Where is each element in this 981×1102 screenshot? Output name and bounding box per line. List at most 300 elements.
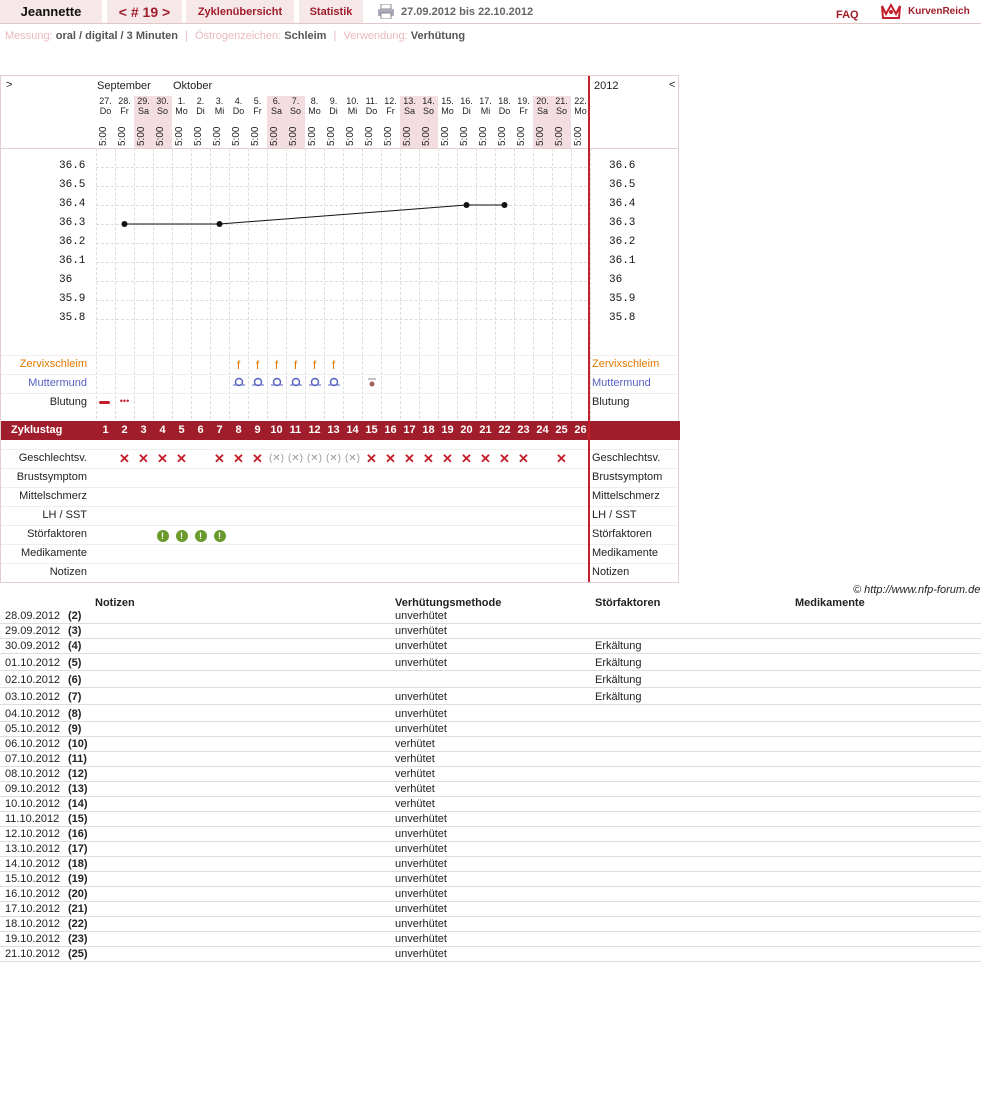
intercourse-mark[interactable]: ✕ — [499, 451, 510, 466]
row-label: Brustsymptom — [16, 471, 87, 483]
intercourse-mark[interactable]: ✕ — [404, 451, 415, 466]
intercourse-mark[interactable]: ✕ — [138, 451, 149, 466]
notes-day: (9) — [68, 723, 82, 735]
y-tick-label: 36.2 — [59, 236, 86, 248]
row-label: Mittelschmerz — [19, 490, 87, 502]
day-weekday: Mo — [308, 106, 321, 116]
notes-date: 30.09.2012 — [5, 640, 61, 652]
day-weekday: Mi — [480, 106, 491, 116]
row-label-right: Muttermund — [592, 377, 651, 389]
zyklustag-number: 16 — [384, 424, 397, 436]
notes-row — [0, 857, 981, 872]
notes-date: 05.10.2012 — [5, 723, 61, 735]
notes-date: 02.10.2012 — [5, 674, 61, 686]
notes-row — [0, 752, 981, 767]
intercourse-protected-mark[interactable]: (✕) — [344, 453, 361, 464]
notes-row — [0, 722, 981, 737]
muttermund-dot-icon[interactable] — [362, 376, 381, 391]
notes-day: (23) — [68, 933, 88, 945]
notes-method: unverhütet — [395, 813, 447, 825]
day-time: 5:00 — [174, 126, 185, 146]
row-label: LH / SST — [42, 509, 87, 521]
muttermund-icon[interactable] — [248, 376, 267, 390]
notes-row — [0, 887, 981, 902]
notes-day: (2) — [68, 610, 82, 622]
notes-method: verhütet — [395, 798, 435, 810]
tab-statistik[interactable]: Statistik — [299, 0, 363, 23]
temp-point[interactable] — [502, 202, 508, 208]
day-date: 21. — [555, 96, 568, 106]
y-tick-label: 36.3 — [59, 217, 86, 229]
notes-header: Störfaktoren — [595, 597, 661, 609]
zyklustag-number: 17 — [403, 424, 416, 436]
notes-method: unverhütet — [395, 708, 447, 720]
day-weekday: Fr — [120, 106, 129, 116]
row-label: Störfaktoren — [27, 528, 87, 540]
notes-method: verhütet — [395, 738, 435, 750]
temp-point[interactable] — [122, 221, 128, 227]
notes-row — [0, 842, 981, 857]
day-weekday: Sa — [536, 106, 548, 116]
intercourse-mark[interactable]: ✕ — [461, 451, 472, 466]
cycle-next-button[interactable]: > — [162, 3, 171, 20]
day-weekday: Mo — [441, 106, 454, 116]
day-weekday: So — [422, 106, 434, 116]
notes-date: 15.10.2012 — [5, 873, 61, 885]
intercourse-mark[interactable]: ✕ — [214, 451, 225, 466]
zyklustag-number: 22 — [498, 424, 511, 436]
year-label: 2012 — [594, 80, 619, 92]
row-line — [1, 468, 678, 487]
muttermund-icon[interactable] — [305, 376, 324, 390]
notes-row — [0, 639, 981, 654]
notes-date: 03.10.2012 — [5, 691, 61, 703]
day-time: 5:00 — [554, 126, 565, 146]
row-label: Notizen — [49, 566, 87, 578]
cycle-prev-button[interactable]: < — [118, 3, 127, 20]
notes-date: 09.10.2012 — [5, 783, 61, 795]
day-weekday: Do — [365, 106, 378, 116]
chart-divider — [588, 76, 590, 582]
notes-method: unverhütet — [395, 903, 447, 915]
y-tick-label: 36.6 — [59, 160, 86, 172]
notes-day: (25) — [68, 948, 88, 960]
intercourse-mark[interactable]: ✕ — [423, 451, 434, 466]
bleeding-heavy-icon[interactable] — [99, 401, 110, 404]
notes-row — [0, 737, 981, 752]
notes-date: 21.10.2012 — [5, 948, 61, 960]
day-weekday: Mo — [574, 106, 587, 116]
notes-method: unverhütet — [395, 828, 447, 840]
measure-key: Messung: — [5, 30, 53, 42]
notes-date: 14.10.2012 — [5, 858, 61, 870]
notes-method: unverhütet — [395, 888, 447, 900]
zyklustag-number: 26 — [574, 424, 587, 436]
y-tick-label-right: 35.8 — [609, 312, 636, 324]
date-range — [401, 6, 533, 18]
notes-day: (15) — [68, 813, 88, 825]
notes-day: (4) — [68, 640, 82, 652]
notes-header: Notizen — [95, 597, 135, 609]
notes-day: (13) — [68, 783, 88, 795]
day-time: 5:00 — [535, 126, 546, 146]
day-weekday: Fr — [386, 106, 395, 116]
intercourse-mark[interactable]: ✕ — [176, 451, 187, 466]
notes-row — [0, 690, 981, 705]
row-label: Medikamente — [20, 547, 87, 559]
notes-row — [0, 782, 981, 797]
notes-method: verhütet — [395, 768, 435, 780]
day-time: 5:00 — [326, 126, 337, 146]
row-label-right: Notizen — [592, 566, 630, 578]
warning-icon[interactable]: ! — [153, 528, 172, 542]
day-time: 5:00 — [155, 126, 166, 146]
day-date: 3. — [215, 96, 224, 106]
notes-header: Verhütungsmethode — [395, 597, 502, 609]
notes-row — [0, 609, 981, 624]
zyklustag-number: 11 — [289, 424, 302, 436]
day-weekday: Mo — [175, 106, 188, 116]
notes-method: unverhütet — [395, 933, 447, 945]
day-weekday: Di — [329, 106, 338, 116]
zyklustag-number: 1 — [102, 424, 109, 436]
notes-method: unverhütet — [395, 858, 447, 870]
day-time: 5:00 — [459, 126, 470, 146]
day-weekday: So — [289, 106, 301, 116]
notes-method: unverhütet — [395, 843, 447, 855]
notes-day: (6) — [68, 674, 82, 686]
intercourse-mark[interactable]: ✕ — [119, 451, 130, 466]
row-label-right: Medikamente — [592, 547, 659, 559]
estrogen-value: Schleim — [284, 30, 327, 42]
intercourse-mark[interactable]: ✕ — [252, 451, 263, 466]
muttermund-icon[interactable] — [286, 376, 305, 390]
user-tab[interactable]: Jeannette — [0, 0, 102, 23]
notes-method: unverhütet — [395, 873, 447, 885]
day-date: 22. — [574, 96, 587, 106]
brand-logo[interactable] — [880, 2, 970, 20]
notes-day: (11) — [68, 753, 87, 765]
intercourse-protected-mark[interactable]: (✕) — [306, 453, 323, 464]
notes-row — [0, 673, 981, 688]
day-date: 13. — [403, 96, 416, 106]
notes-day: (18) — [68, 858, 88, 870]
day-date: 15. — [441, 96, 454, 106]
day-time: 5:00 — [193, 126, 204, 146]
day-date: 19. — [517, 96, 530, 106]
muttermund-icon[interactable] — [324, 376, 343, 390]
day-time: 5:00 — [307, 126, 318, 146]
zyklustag-number: 8 — [235, 424, 242, 436]
day-date: 10. — [346, 96, 359, 106]
notes-row — [0, 707, 981, 722]
day-date: 29. — [137, 96, 150, 106]
cycle-nav — [107, 0, 182, 23]
day-weekday: Do — [498, 106, 511, 116]
intercourse-mark[interactable]: ✕ — [556, 451, 567, 466]
day-time: 5:00 — [117, 126, 128, 146]
notes-row — [0, 932, 981, 947]
day-date: 12. — [384, 96, 397, 106]
day-date: 1. — [177, 96, 186, 106]
zyklustag-number: 5 — [178, 424, 185, 436]
day-date: 11. — [365, 96, 378, 106]
day-date: 20. — [536, 96, 549, 106]
day-weekday: Fr — [253, 106, 262, 116]
y-tick-label-right: 36.6 — [609, 160, 636, 172]
day-time: 5:00 — [516, 126, 527, 146]
row-label-right: Geschlechtsv. — [592, 452, 661, 464]
row-label: Zervixschleim — [19, 358, 87, 370]
notes-method: verhütet — [395, 753, 435, 765]
day-date: 14. — [422, 96, 435, 106]
intercourse-mark[interactable]: ✕ — [157, 451, 168, 466]
day-date: 30. — [156, 96, 169, 106]
notes-date: 11.10.2012 — [5, 813, 60, 825]
notes-date: 18.10.2012 — [5, 918, 61, 930]
day-date: 17. — [479, 96, 492, 106]
notes-header: Medikamente — [795, 597, 865, 609]
notes-date: 12.10.2012 — [5, 828, 61, 840]
zyklustag-number: 24 — [536, 424, 549, 436]
day-weekday: Di — [462, 106, 471, 116]
row-label-right: Brustsymptom — [592, 471, 663, 483]
print-icon[interactable] — [378, 4, 394, 19]
muttermund-icon[interactable] — [267, 376, 286, 390]
day-date: 4. — [234, 96, 243, 106]
y-tick-label: 35.9 — [59, 293, 86, 305]
notes-method: verhütet — [395, 783, 435, 795]
day-weekday: Do — [99, 106, 112, 116]
notes-row — [0, 656, 981, 671]
notes-day: (12) — [68, 768, 88, 780]
zyklustag-number: 10 — [270, 424, 283, 436]
notes-date: 07.10.2012 — [5, 753, 61, 765]
notes-method: unverhütet — [395, 625, 447, 637]
notes-method: unverhütet — [395, 723, 447, 735]
intercourse-protected-mark[interactable]: (✕) — [325, 453, 342, 464]
zyklustag-number: 15 — [365, 424, 378, 436]
notes-date: 19.10.2012 — [5, 933, 61, 945]
day-date: 7. — [291, 96, 300, 106]
measure-value: oral / digital / 3 Minuten — [55, 30, 178, 42]
day-time: 5:00 — [136, 126, 147, 146]
use-value: Verhütung — [410, 30, 466, 42]
day-weekday: Do — [232, 106, 245, 116]
notes-row — [0, 872, 981, 887]
intercourse-mark[interactable]: ✕ — [385, 451, 396, 466]
row-line — [1, 563, 678, 582]
day-time: 5:00 — [478, 126, 489, 146]
row-line — [1, 487, 678, 506]
row-line — [1, 506, 678, 525]
day-time: 5:00 — [497, 126, 508, 146]
notes-date: 17.10.2012 — [5, 903, 61, 915]
notes-date: 08.10.2012 — [5, 768, 61, 780]
notes-row — [0, 797, 981, 812]
estrogen-key: Östrogenzeichen: — [194, 30, 282, 42]
day-weekday: So — [555, 106, 567, 116]
day-date: 2. — [196, 96, 205, 106]
temp-point[interactable] — [217, 221, 223, 227]
intercourse-protected-mark[interactable]: (✕) — [287, 453, 304, 464]
zyklustag-number: 4 — [159, 424, 166, 436]
zyklustag-label: Zyklustag — [11, 424, 63, 436]
notes-date: 01.10.2012 — [5, 657, 61, 669]
row-label: Blutung — [49, 396, 87, 408]
row-label-right: Störfaktoren — [592, 528, 652, 540]
notes-method: unverhütet — [395, 918, 447, 930]
day-date: 18. — [498, 96, 511, 106]
crown-icon — [880, 2, 902, 20]
notes-day: (8) — [68, 708, 82, 720]
notes-day: (14) — [68, 798, 88, 810]
zyklustag-number: 21 — [479, 424, 492, 436]
day-time: 5:00 — [231, 126, 242, 146]
faq-link[interactable]: FAQ — [836, 9, 859, 21]
temp-point[interactable] — [464, 202, 470, 208]
notes-date: 13.10.2012 — [5, 843, 61, 855]
row-label: Geschlechtsv. — [18, 452, 87, 464]
day-date: 8. — [310, 96, 319, 106]
zyklustag-number: 6 — [197, 424, 204, 436]
muttermund-icon[interactable] — [229, 376, 248, 390]
y-tick-label: 36.1 — [59, 255, 86, 267]
warning-icon[interactable]: ! — [191, 528, 210, 542]
notes-day: (16) — [68, 828, 88, 840]
day-time: 5:00 — [250, 126, 261, 146]
notes-day: (7) — [68, 691, 82, 703]
notes-row — [0, 902, 981, 917]
notes-date: 04.10.2012 — [5, 708, 61, 720]
notes-row — [0, 917, 981, 932]
notes-stoer: Erkältung — [595, 640, 642, 652]
day-date: 6. — [272, 96, 281, 106]
zyklustag-number: 14 — [346, 424, 359, 436]
intercourse-protected-mark[interactable]: (✕) — [268, 453, 285, 464]
row-line — [1, 525, 678, 544]
day-date: 16. — [460, 96, 473, 106]
zyklustag-number: 7 — [216, 424, 223, 436]
day-date: 5. — [253, 96, 262, 106]
day-time: 5:00 — [98, 126, 109, 146]
notes-row — [0, 624, 981, 639]
cervix-mark[interactable]: f — [312, 358, 317, 372]
day-time: 5:00 — [573, 126, 584, 146]
y-tick-label-right: 36.5 — [609, 179, 636, 191]
notes-method: unverhütet — [395, 948, 447, 960]
month-oktober: Oktober — [173, 80, 213, 92]
notes-date: 06.10.2012 — [5, 738, 61, 750]
y-tick-label: 35.8 — [59, 312, 86, 324]
day-weekday: Sa — [270, 106, 282, 116]
day-time: 5:00 — [440, 126, 451, 146]
warning-icon[interactable]: ! — [210, 528, 229, 542]
date-from: 27.09.2012 — [401, 6, 457, 18]
y-tick-label-right: 36 — [609, 274, 623, 286]
chart-nav-left[interactable]: > — [6, 79, 13, 91]
day-time: 5:00 — [402, 126, 413, 146]
header-divider — [0, 23, 981, 24]
intercourse-mark[interactable]: ✕ — [480, 451, 491, 466]
intercourse-mark[interactable]: ✕ — [442, 451, 453, 466]
notes-date: 10.10.2012 — [5, 798, 61, 810]
day-weekday: Fr — [519, 106, 528, 116]
notes-stoer: Erkältung — [595, 691, 642, 703]
cervix-mark[interactable]: f — [236, 358, 241, 372]
day-weekday: Sa — [137, 106, 149, 116]
day-weekday: So — [156, 106, 168, 116]
intercourse-mark[interactable]: ✕ — [366, 451, 377, 466]
day-time: 5:00 — [269, 126, 280, 146]
copyright: © http://www.nfp-forum.de — [853, 584, 981, 596]
cervix-mark[interactable]: f — [293, 358, 298, 372]
chart-nav-right[interactable]: < — [669, 79, 676, 91]
cycle-chart — [0, 75, 679, 583]
day-time: 5:00 — [345, 126, 356, 146]
y-tick-label: 36 — [59, 274, 73, 286]
notes-stoer: Erkältung — [595, 674, 642, 686]
zyklustag-number: 2 — [121, 424, 128, 436]
warning-icon[interactable]: ! — [172, 528, 191, 542]
zyklustag-number: 3 — [140, 424, 147, 436]
day-weekday: Mi — [214, 106, 225, 116]
date-to: 22.10.2012 — [478, 6, 534, 18]
row-label-right: Blutung — [592, 396, 630, 408]
notes-day: (10) — [68, 738, 88, 750]
zyklustag-number: 20 — [460, 424, 473, 436]
zyklustag-number: 13 — [327, 424, 340, 436]
notes-date: 28.09.2012 — [5, 610, 61, 622]
zyklustag-number: 9 — [254, 424, 261, 436]
zyklustag-number: 25 — [555, 424, 568, 436]
cervix-mark[interactable]: f — [274, 358, 279, 372]
day-weekday: Sa — [403, 106, 415, 116]
y-tick-label-right: 35.9 — [609, 293, 636, 305]
row-label-right: Mittelschmerz — [592, 490, 660, 502]
notes-day: (17) — [68, 843, 88, 855]
measurement-info: Messung: oral / digital / 3 Minuten | Östrogenzeichen: Schleim | Verwendung: Verhütung — [5, 30, 466, 42]
day-date: 27. — [99, 96, 112, 106]
bleeding-spotting-icon[interactable]: ••• — [119, 396, 130, 406]
zyklustag-number: 23 — [517, 424, 530, 436]
notes-day: (3) — [68, 625, 82, 637]
y-tick-label-right: 36.2 — [609, 236, 636, 248]
day-date: 28. — [118, 96, 131, 106]
brand-name: KurvenReich — [908, 5, 970, 17]
intercourse-mark[interactable]: ✕ — [518, 451, 529, 466]
notes-row — [0, 947, 981, 962]
notes-method: unverhütet — [395, 610, 447, 622]
day-weekday: Mi — [347, 106, 358, 116]
tab-zyklenuebersicht[interactable]: Zyklenübersicht — [186, 0, 294, 23]
zyklustag-number: 18 — [422, 424, 435, 436]
day-time: 5:00 — [212, 126, 223, 146]
cervix-mark[interactable]: f — [255, 358, 260, 372]
day-weekday: Di — [196, 106, 205, 116]
zyklustag-number: 19 — [441, 424, 454, 436]
intercourse-mark[interactable]: ✕ — [233, 451, 244, 466]
y-tick-label: 36.5 — [59, 179, 86, 191]
notes-day: (19) — [68, 873, 88, 885]
y-tick-label-right: 36.3 — [609, 217, 636, 229]
notes-method: unverhütet — [395, 691, 447, 703]
cycle-label: # 19 — [130, 3, 159, 20]
day-time: 5:00 — [421, 126, 432, 146]
notes-method: unverhütet — [395, 657, 447, 669]
row-label-right: Zervixschleim — [592, 358, 660, 370]
cervix-mark[interactable]: f — [331, 358, 336, 372]
